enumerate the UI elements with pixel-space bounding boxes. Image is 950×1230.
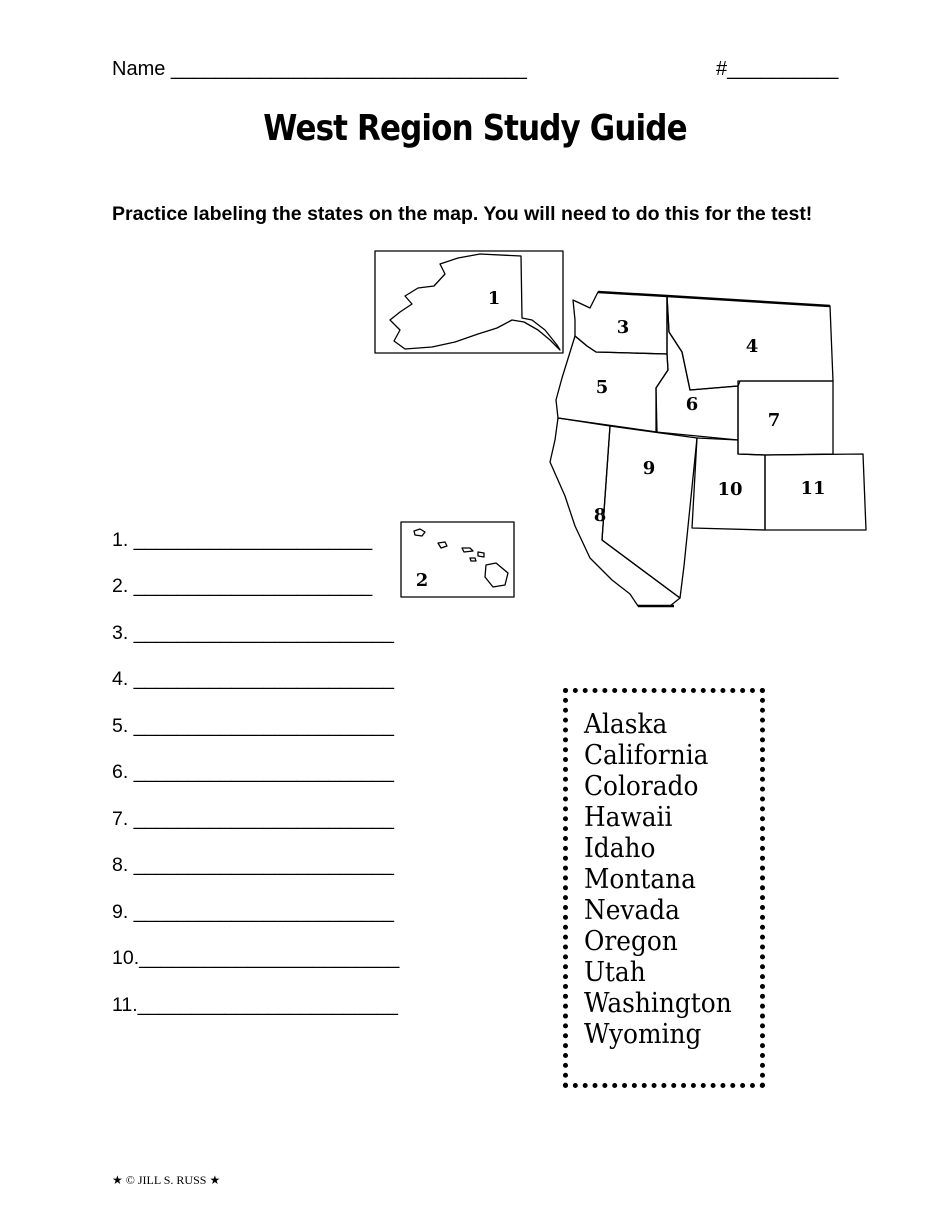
- state-6: [656, 296, 738, 440]
- map-label-3: 3: [616, 317, 630, 338]
- northern-border-line: [667, 296, 830, 306]
- map-label-4: 4: [745, 336, 759, 357]
- map-label-8: 8: [593, 505, 607, 526]
- answer-line-6[interactable]: 6. ________________________: [112, 761, 394, 783]
- word-bank-item: Alaska: [584, 709, 668, 740]
- map-label-6: 6: [685, 394, 699, 415]
- copyright-footer: ★ © JILL S. RUSS ★: [112, 1173, 221, 1187]
- word-bank-list: [584, 709, 745, 1050]
- page-title: West Region Study Guide: [263, 108, 687, 149]
- answer-line-11[interactable]: 11.________________________: [112, 994, 398, 1016]
- word-bank-item: California: [584, 740, 709, 771]
- answer-line-10[interactable]: 10.________________________: [112, 947, 400, 969]
- answer-line-3[interactable]: 3. ________________________: [112, 622, 394, 644]
- map-label-5: 5: [595, 377, 609, 398]
- map-label-11: 11: [800, 478, 826, 499]
- word-bank-item: Washington: [584, 988, 732, 1019]
- number-field[interactable]: #__________: [716, 58, 839, 80]
- name-field[interactable]: Name ________________________________: [112, 58, 527, 80]
- northern-border-line: [598, 292, 667, 296]
- alaska-shape: [390, 254, 560, 350]
- map-label-2: 2: [415, 570, 429, 591]
- state-9: [602, 426, 697, 598]
- map-label-10: 10: [717, 479, 743, 500]
- answer-line-5[interactable]: 5. ________________________: [112, 715, 394, 737]
- word-bank-item: Oregon: [584, 926, 678, 957]
- word-bank-item: Nevada: [584, 895, 680, 926]
- state-8: [550, 418, 680, 606]
- state-5: [556, 336, 668, 432]
- map-label-1: 1: [487, 288, 501, 309]
- word-bank-item: Wyoming: [584, 1019, 702, 1050]
- instructions: Practice labeling the states on the map. You will need to do this for the test!: [112, 203, 813, 225]
- answer-line-7[interactable]: 7. ________________________: [112, 808, 394, 830]
- word-bank-item: Utah: [584, 957, 646, 988]
- answer-line-9[interactable]: 9. ________________________: [112, 901, 394, 923]
- word-bank-item: Idaho: [584, 833, 656, 864]
- word-bank-item: Colorado: [584, 771, 699, 802]
- answer-line-1[interactable]: 1. ______________________: [112, 529, 373, 551]
- word-bank-item: Montana: [584, 864, 696, 895]
- map-label-7: 7: [767, 410, 781, 431]
- word-bank-item: Hawaii: [584, 802, 673, 833]
- answer-line-2[interactable]: 2. ______________________: [112, 575, 373, 597]
- answer-line-8[interactable]: 8. ________________________: [112, 854, 394, 876]
- answer-line-4[interactable]: 4. ________________________: [112, 668, 394, 690]
- state-7: [738, 381, 833, 455]
- map-label-9: 9: [642, 458, 656, 479]
- word-bank: [563, 688, 765, 1088]
